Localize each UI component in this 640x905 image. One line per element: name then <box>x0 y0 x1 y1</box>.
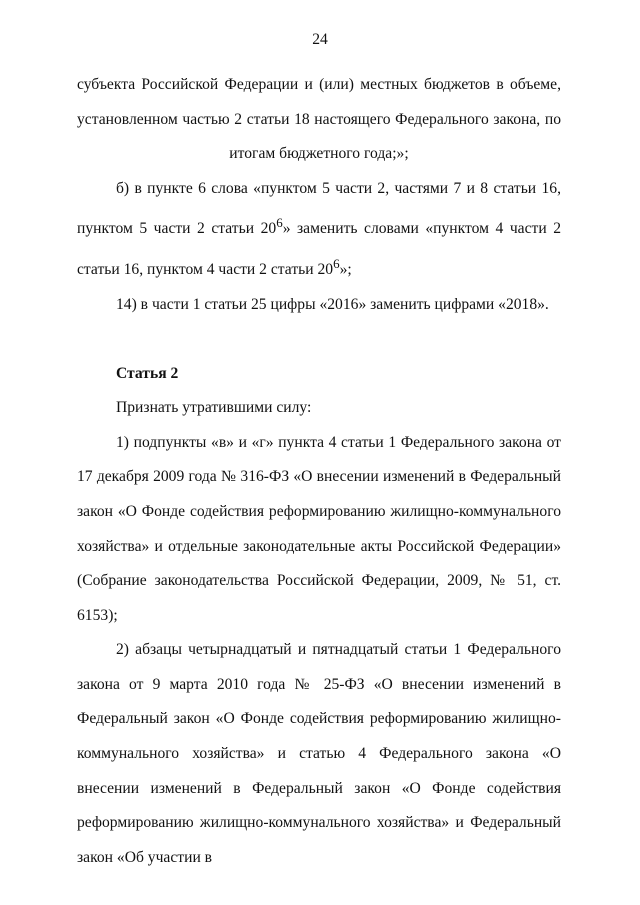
page-number: 24 <box>312 31 328 48</box>
paragraph-item-b-text-1: б) в пункте 6 слова «пунктом 5 части 2, частями 7 и 8 статьи 16, пунктом 5 части 2 статьи 20 <box>77 179 561 238</box>
paragraph-item-2: 2) абзацы четырнадцатый и пятнадцатый статьи 1 Федерального закона от 9 марта 2010 года № 25-ФЗ «О внесении изменений в Федеральный закон «О Фонде содействия реформированию жилищно-коммунального хозяйства» и статью 4 Федерального закона «О внесении изменений в Федеральный закон «О Фонде содействия реформированию жилищно-коммунального хозяйства» и Федеральный закон «Об участии в <box>77 641 561 866</box>
article-heading: Статья 2 <box>116 364 179 382</box>
paragraph-item-b <box>77 172 561 288</box>
section-gap <box>77 323 561 357</box>
superscript-6: 6 <box>276 215 283 231</box>
paragraph-item-b-text-2: » заменить словами «пунктом 4 части 2 статьи 16, пунктом 4 части 2 статьи 20 <box>77 220 561 279</box>
paragraph-intro: Признать утратившими силу: <box>116 399 312 417</box>
paragraph-item-b-text-3: »; <box>339 261 352 279</box>
paragraph-continuation: субъекта Российской Федерации и (или) местных бюджетов в объеме, установленном частью 2 статьи 18 настоящего Федерального закона, по итогам бюджетного года;»; <box>77 76 561 163</box>
document-body <box>77 68 561 875</box>
paragraph-item-1: 1) подпункты «в» и «г» пункта 4 статьи 1 Федерального закона от 17 декабря 2009 года № 316-ФЗ «О внесении изменений в Федеральный закон «О Фонде содействия реформированию жилищно-коммунального хозяйства» и отдельные законодательные акты Российской Федерации» (Собрание законодательства Российской Федерации, 2009, № 51, ст. 6153); <box>77 433 561 624</box>
paragraph-item-14: 14) в части 1 статьи 25 цифры «2016» заменить цифрами «2018». <box>116 295 549 313</box>
superscript-6: 6 <box>333 256 340 272</box>
